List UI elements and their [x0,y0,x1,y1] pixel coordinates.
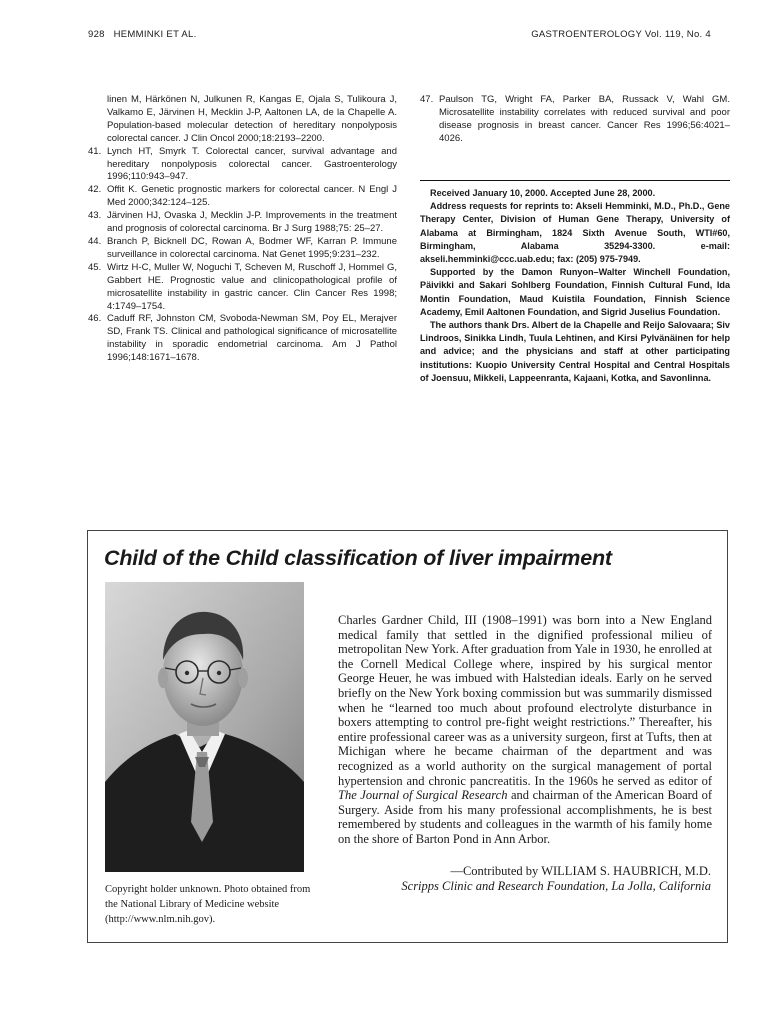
address-note: Address requests for reprints to: Akseli Hemminki, M.D., Ph.D., Gene Therapy Center, Division of Human Gene Therapy, University of Alabama at Birmingham, 1824 Sixth Avenue South, WTI#60, Birmingham, Alabama 35294-3300. e-mail: akseli.hemminki@ccc.uab.edu; fax: (205) 975-7949. [420,201,730,265]
contributor-name: —Contributed by WILLIAM S. HAUBRICH, M.D. [450,864,711,878]
funding-note: Supported by the Damon Runyon–Walter Winchell Foundation, Päivikki and Sakari Sohlberg Foundation, Finnish Cultural Fund, Ida Montin Foundation, Maud Kuistila Foundation, Finnish Science Academy, Emil Aaltonen Foundation, and Sigrid Juselius Foundation. [420,267,730,317]
reference-item [88,236,397,262]
reference-number: 43. [88,210,102,222]
header-left [88,29,197,40]
reference-number: 47. [420,94,434,105]
reference-text: Wirtz H-C, Muller W, Noguchi T, Scheven M, Ruschoff J, Hommel G, Gabbert HE. Prognostic value and clinicopathological profile of microsatellite instability in gastric cancer. Clin Cancer Res 1998; 4:1749–1754. [107,261,397,312]
acknowledgments-note: The authors thank Drs. Albert de la Chapelle and Reijo Salovaara; Siv Lindroos, Sinikka Lindh, Tuula Lehtinen, and Kirsi Pylvänäinen for help and advice; and the physicians and staff at other participating institutions: Kuopio University Central Hospital and Central Hospitals of Joensuu, Mikkeli, Lappeenranta, Kajaani, Kotka, and Savonlinna. [420,320,730,383]
reference-text: Branch P, Bicknell DC, Rowan A, Bodmer WF, Karran P. Immune surveillance in colorectal carcinoma. Nat Genet 1995;9:231–232. [107,235,397,260]
contributor-affiliation: Scripps Clinic and Research Foundation, La Jolla, California [401,878,711,893]
reference-item [88,94,397,146]
biography-text [338,613,712,847]
reference-item [88,262,397,314]
running-authors: HEMMINKI ET AL. [113,29,197,40]
reference-text: Järvinen HJ, Ovaska J, Mecklin J-P. Improvements in the treatment and prognosis of colorectal carcinoma. Br J Surg 1988;75: 25–27. [107,210,397,235]
feature-box [87,530,728,943]
reference-item [88,313,397,365]
reference-item [88,210,397,236]
reference-list-left [88,94,397,365]
reference-text: Caduff RF, Johnston CM, Svoboda-Newman SM, Poy EL, Merajver SD, Frank TS. Clinical and pathological significance of microsatellite instability in sporadic endometrial carcinoma. Am J Pathol 1996;148:1671–1678. [107,313,397,364]
reference-text: Offit K. Genetic prognostic markers for colorectal cancer. N Engl J Med 2000;342:124–125. [107,184,397,209]
reference-text: Lynch HT, Smyrk T. Colorectal cancer, survival advantage and hereditary nonpolyposis colorectal cancer. Gastroenterology 1996;110:943–947. [107,145,397,183]
journal-name: The Journal of Surgical Research [338,788,508,803]
reference-number: 46. [88,313,102,325]
portrait-photo [105,582,304,872]
reference-item [420,94,730,146]
reference-item [88,184,397,210]
received-note: Received January 10, 2000. Accepted June 28, 2000. [430,188,656,198]
reference-list-right [420,94,730,146]
reference-number: 44. [88,235,102,247]
feature-title: Child of the Child classification of liver impairment [104,546,612,570]
reference-number: 42. [88,184,102,196]
reference-text: Paulson TG, Wright FA, Parker BA, Russack V, Wahl GM. Microsatellite instability correlates with reduced survival and poor disease prognosis in breast cancer. Cancer Res 1996;56:4021–4026. [439,94,730,144]
notes-divider [420,180,730,181]
contributor-block [401,864,711,893]
biography-part-2: and chairman of the American Board of Surgery. Aside from his many professional accomplishments, he is best remembered by students and colleagues in the warmth of his family home on the shore of Barton Pond in Ann Arbor. [338,788,712,846]
reference-number: 41. [88,145,102,157]
photo-caption: Copyright holder unknown. Photo obtained from the National Library of Medicine website (http://www.nlm.nih.gov). [105,884,311,925]
portrait-illustration [105,582,304,872]
journal-citation: GASTROENTEROLOGY Vol. 119, No. 4 [531,29,711,40]
article-notes [420,187,730,385]
biography-part-1: Charles Gardner Child, III (1908–1991) was born into a New England medical family that settled in the dignified professional milieu of metropolitan New York. After graduation from Yale in 1930, he enrolled at the Cornell Medical College where, inspired by his surgical mentor George Heuer, he was imbued with Halstedian ideals. Early on he served briefly on the New York boxing commission but was summarily dismissed when he “learned too much about profound electrolyte disturbance in boxers attempting to control pre-fight weight restrictions.” Thereafter, his entire professional career was as a university surgeon, first at Tufts, then at Michigan where he became chairman of the department and was recognized as a world authority on the surgical management of portal hypertension and chronic pancreatitis. In the 1960s he served as editor of [338,613,712,788]
page-number: 928 [88,29,105,40]
reference-item [88,146,397,185]
reference-text: linen M, Härkönen N, Julkunen R, Kangas E, Ojala S, Tulikoura J, Valkamo E, Järvinen H, Mecklin J-P, Aaltonen LA, de la Chapelle A. Population-based molecular detection of hereditary nonpolyposis colorectal cancer. J Clin Oncol 2000;18:2193–2200. [107,94,397,144]
reference-number: 45. [88,261,102,273]
page-header [88,29,711,43]
